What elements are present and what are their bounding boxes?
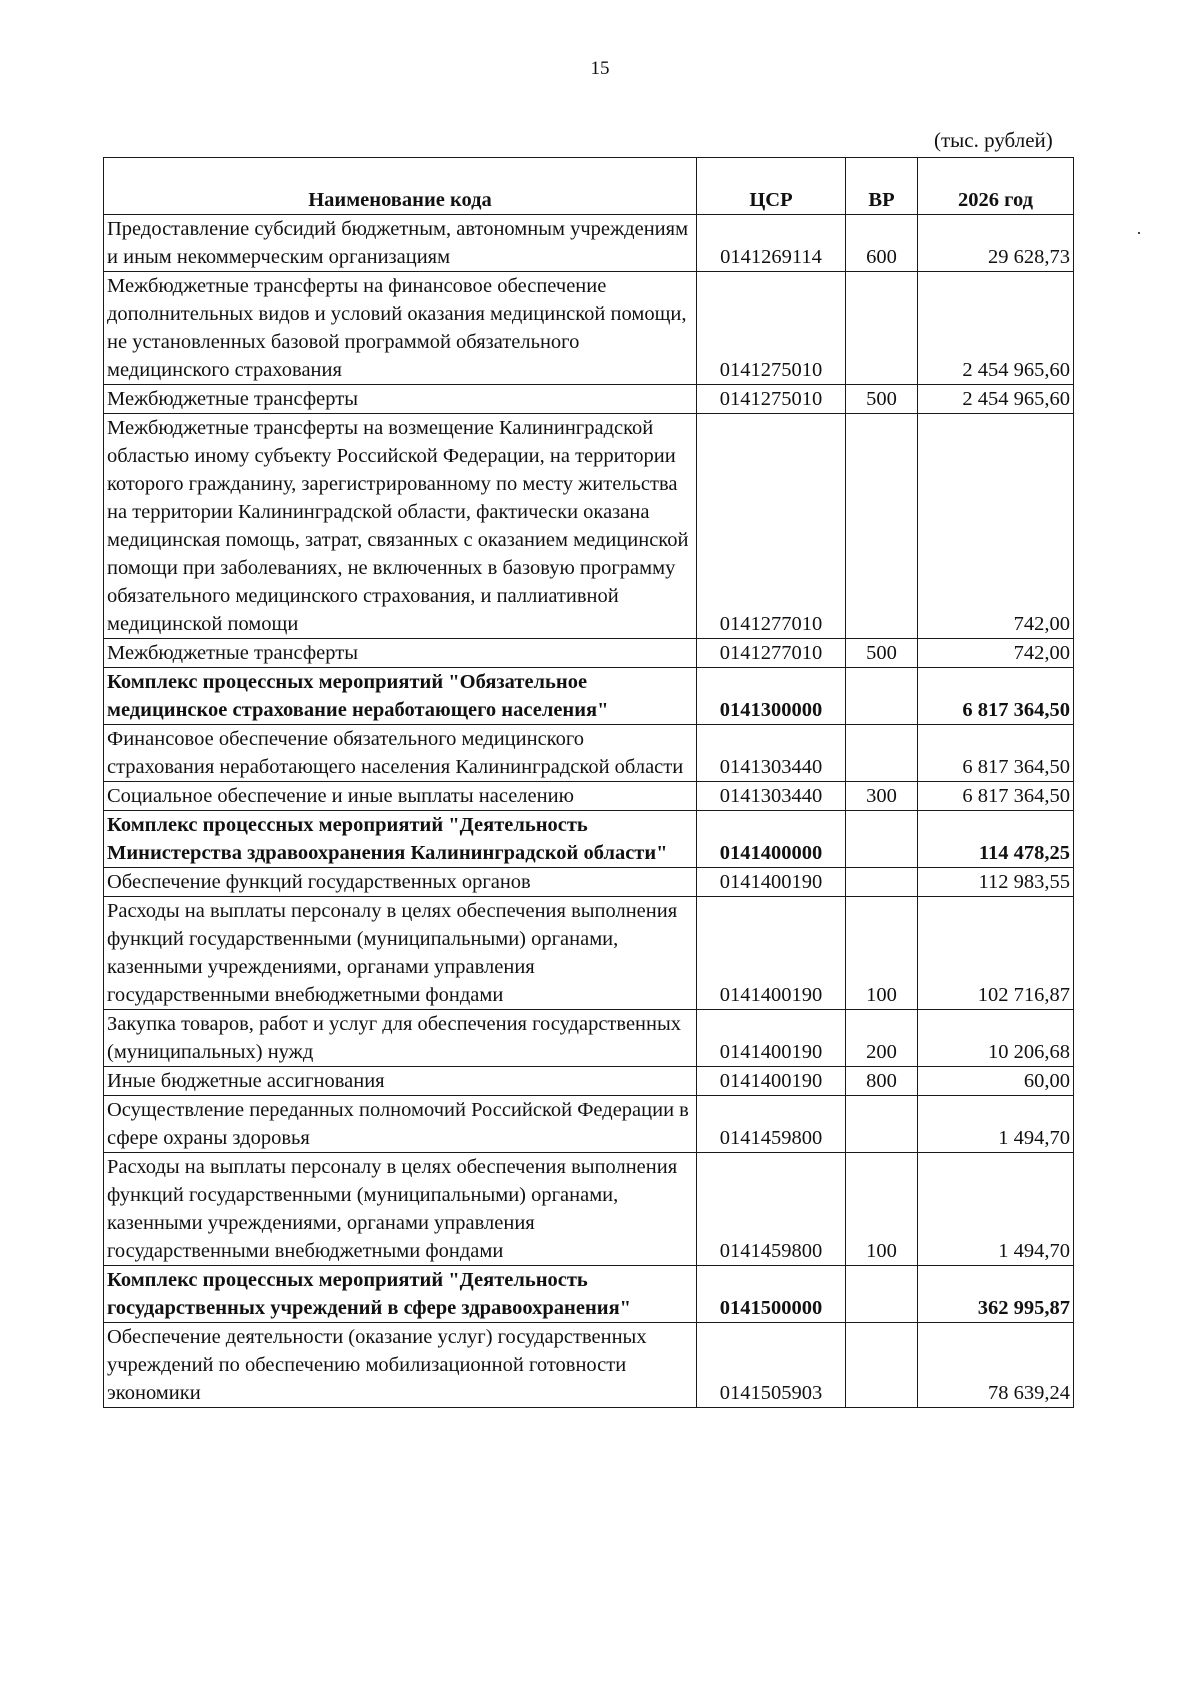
cell-csr: 0141269114 (697, 215, 846, 272)
header-name: Наименование кода (104, 158, 697, 215)
cell-sum: 6 817 364,50 (918, 725, 1074, 782)
cell-name: Комплекс процессных мероприятий "Обязательное медицинское страхование неработающего населения" (104, 668, 697, 725)
table-row (104, 639, 1074, 668)
cell-vr: 800 (846, 1067, 918, 1096)
cell-name: Закупка товаров, работ и услуг для обеспечения государственных (муниципальных) нужд (104, 1010, 697, 1067)
header-vr: ВР (846, 158, 918, 215)
cell-name: Финансовое обеспечение обязательного медицинского страхования неработающего населения Калининградской области (104, 725, 697, 782)
table-row (104, 1323, 1074, 1408)
cell-csr: 0141300000 (697, 668, 846, 725)
cell-vr: 200 (846, 1010, 918, 1067)
cell-vr (846, 1096, 918, 1153)
cell-sum: 112 983,55 (918, 868, 1074, 897)
cell-vr: 300 (846, 782, 918, 811)
cell-name: Межбюджетные трансферты (104, 385, 697, 414)
cell-name: Предоставление субсидий бюджетным, автономным учреждениям и иным некоммерческим организациям (104, 215, 697, 272)
cell-name: Межбюджетные трансферты (104, 639, 697, 668)
table-row (104, 1266, 1074, 1323)
cell-sum: 102 716,87 (918, 897, 1074, 1010)
cell-csr: 0141400190 (697, 897, 846, 1010)
table-row (104, 215, 1074, 272)
cell-vr (846, 811, 918, 868)
cell-sum: 1 494,70 (918, 1153, 1074, 1266)
cell-sum: 60,00 (918, 1067, 1074, 1096)
cell-name: Обеспечение функций государственных органов (104, 868, 697, 897)
table-row (104, 1010, 1074, 1067)
cell-name: Социальное обеспечение и иные выплаты населению (104, 782, 697, 811)
cell-csr: 0141505903 (697, 1323, 846, 1408)
budget-table (103, 157, 1074, 1408)
cell-sum: 742,00 (918, 414, 1074, 639)
cell-vr: 600 (846, 215, 918, 272)
cell-name: Осуществление переданных полномочий Российской Федерации в сфере охраны здоровья (104, 1096, 697, 1153)
cell-sum: 742,00 (918, 639, 1074, 668)
scan-dot (1138, 232, 1140, 234)
cell-vr: 500 (846, 385, 918, 414)
cell-vr (846, 272, 918, 385)
cell-vr (846, 868, 918, 897)
cell-csr: 0141303440 (697, 725, 846, 782)
cell-csr: 0141400190 (697, 868, 846, 897)
cell-csr: 0141275010 (697, 385, 846, 414)
cell-name: Межбюджетные трансферты на финансовое обеспечение дополнительных видов и условий оказания медицинской помощи, не установленных базовой программой обязательного медицинского страхования (104, 272, 697, 385)
cell-name: Расходы на выплаты персоналу в целях обеспечения выполнения функций государственными (муниципальными) органами, казенными учреждениями, органами управления государственными внебюджетными фондами (104, 1153, 697, 1266)
cell-vr: 500 (846, 639, 918, 668)
cell-vr (846, 668, 918, 725)
table-row (104, 272, 1074, 385)
cell-csr: 0141275010 (697, 272, 846, 385)
cell-name: Межбюджетные трансферты на возмещение Калининградской областью иному субъекту Российской Федерации, на территории которого гражданину, зарегистрированному по месту жительства на территории Калининградской области, фактически оказана медицинская помощь, затрат, связанных с оказанием медицинской помощи при заболеваниях, не включенных в базовую программу обязательного медицинского страхования, и паллиативной медицинской помощи (104, 414, 697, 639)
cell-sum: 1 494,70 (918, 1096, 1074, 1153)
cell-sum: 2 454 965,60 (918, 385, 1074, 414)
cell-csr: 0141277010 (697, 414, 846, 639)
cell-vr (846, 1266, 918, 1323)
cell-csr: 0141400190 (697, 1010, 846, 1067)
cell-sum: 362 995,87 (918, 1266, 1074, 1323)
table-header-row (104, 158, 1074, 215)
units-label: (тыс. рублей) (934, 128, 1053, 152)
cell-name: Комплекс процессных мероприятий "Деятельность Министерства здравоохранения Калининградской области" (104, 811, 697, 868)
cell-vr (846, 1323, 918, 1408)
cell-csr: 0141500000 (697, 1266, 846, 1323)
cell-sum: 29 628,73 (918, 215, 1074, 272)
cell-name: Иные бюджетные ассигнования (104, 1067, 697, 1096)
cell-sum: 114 478,25 (918, 811, 1074, 868)
cell-vr (846, 725, 918, 782)
cell-csr: 0141400000 (697, 811, 846, 868)
table-row (104, 1153, 1074, 1266)
cell-csr: 0141400190 (697, 1067, 846, 1096)
cell-sum: 6 817 364,50 (918, 668, 1074, 725)
cell-vr: 100 (846, 897, 918, 1010)
cell-sum: 2 454 965,60 (918, 272, 1074, 385)
cell-name: Комплекс процессных мероприятий "Деятельность государственных учреждений в сфере здравоохранения" (104, 1266, 697, 1323)
cell-sum: 78 639,24 (918, 1323, 1074, 1408)
table-row (104, 811, 1074, 868)
table-row (104, 1096, 1074, 1153)
cell-sum: 6 817 364,50 (918, 782, 1074, 811)
header-year: 2026 год (918, 158, 1074, 215)
table-row (104, 897, 1074, 1010)
table-row (104, 385, 1074, 414)
page-number: 15 (590, 58, 610, 79)
table-body (104, 215, 1074, 1408)
header-csr: ЦСР (697, 158, 846, 215)
cell-csr: 0141459800 (697, 1096, 846, 1153)
cell-vr (846, 414, 918, 639)
cell-name: Обеспечение деятельности (оказание услуг) государственных учреждений по обеспечению мобилизационной готовности экономики (104, 1323, 697, 1408)
table-row (104, 868, 1074, 897)
cell-csr: 0141459800 (697, 1153, 846, 1266)
cell-vr: 100 (846, 1153, 918, 1266)
cell-sum: 10 206,68 (918, 1010, 1074, 1067)
table-row (104, 414, 1074, 639)
table-row (104, 725, 1074, 782)
cell-csr: 0141303440 (697, 782, 846, 811)
cell-csr: 0141277010 (697, 639, 846, 668)
cell-name: Расходы на выплаты персоналу в целях обеспечения выполнения функций государственными (муниципальными) органами, казенными учреждениями, органами управления государственными внебюджетными фондами (104, 897, 697, 1010)
table-row (104, 668, 1074, 725)
table-row (104, 1067, 1074, 1096)
table-row (104, 782, 1074, 811)
